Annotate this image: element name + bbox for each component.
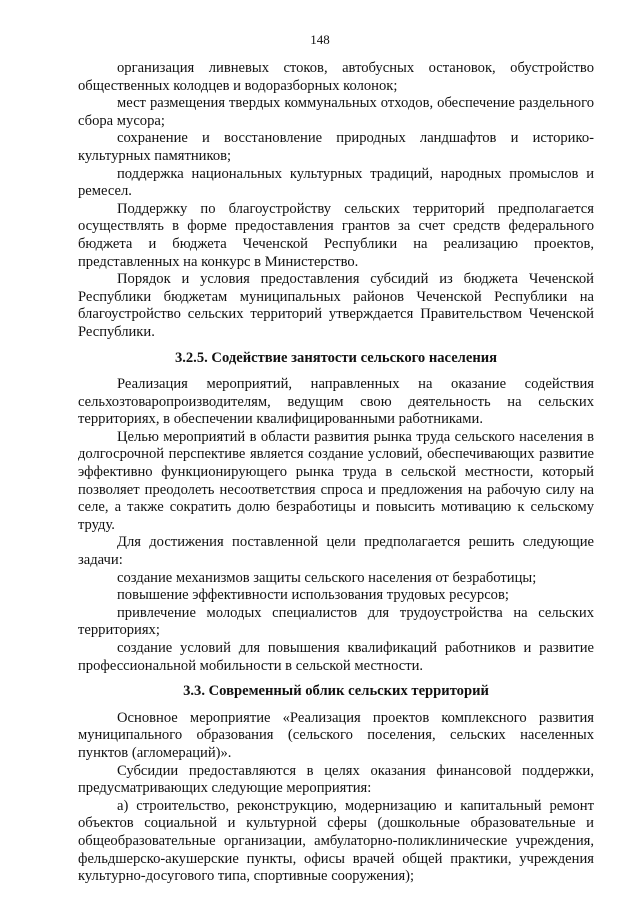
paragraph: Поддержку по благоустройству сельских территорий предполагается осуществлять в форме предоставления грантов за счет средств федерального бюджета и бюджета Чеченской Республики на реализацию проектов, представленных на конкурс в Министерство. — [78, 200, 594, 270]
paragraph: мест размещения твердых коммунальных отходов, обеспечение раздельного сбора мусора; — [78, 95, 594, 129]
paragraph: а) строительство, реконструкцию, модернизацию и капитальный ремонт объектов социальной и культурной сферы (дошкольные образовательные и общеобразовательные организации, амбулаторно-поликлинические учреждения, фельдшерско-акушерские пункты, офисы врачей общей практики, учреждения культурно-досугового типа, спортивные сооружения); — [78, 797, 594, 885]
paragraph: поддержка национальных культурных традиций, народных промыслов и ремесел. — [78, 165, 594, 200]
paragraph: создание условий для повышения квалификаций работников и развитие профессиональной мобильности в сельской местности. — [78, 640, 594, 674]
body-text — [78, 60, 594, 886]
paragraph: Субсидии предоставляются в целях оказания финансовой поддержки, предусматривающих следующие мероприятия: — [78, 762, 594, 797]
section-heading: 3.2.5. Содействие занятости сельского населения — [174, 349, 498, 366]
page-number: 148 — [310, 32, 330, 47]
paragraph: Для достижения поставленной цели предполагается решить следующие задачи: — [78, 534, 594, 569]
paragraph: Реализация мероприятий, направленных на оказание содействия сельхозтоваропроизводителям, ведущим свою деятельность на сельских территориях, в обеспечении квалифицированными работниками. — [78, 376, 594, 428]
paragraph: Целью мероприятий в области развития рынка труда сельского населения в долгосрочной перспективе является создание условий, обеспечивающих развитие эффективно функционирующего рынка труда в сельской местности, который позволяет преодолеть несоответствия спроса и предложения на рабочую силу на селе, а также сократить долю безработицы и повысить мотивацию к сельскому труду. — [78, 428, 594, 533]
paragraph: Порядок и условия предоставления субсидий из бюджета Чеченской Республики бюджетам муниципальных районов Чеченской Республики на благоустройство сельских территорий утверждается Правительством Чеченской Республики. — [78, 271, 594, 340]
paragraph: привлечение молодых специалистов для трудоустройства на сельских территориях; — [78, 604, 594, 639]
paragraph: Основное мероприятие «Реализация проектов комплексного развития муниципального образования (сельского поселения, сельских населенных пунктов (агломераций)». — [78, 709, 594, 761]
paragraph: повышение эффективности использования трудовых ресурсов; — [117, 587, 509, 604]
paragraph: организация ливневых стоков, автобусных остановок, обустройство общественных колодцев и водоразборных колонок; — [78, 60, 594, 94]
paragraph: создание механизмов защиты сельского населения от безработицы; — [117, 569, 537, 586]
section-heading: 3.3. Современный облик сельских территорий — [183, 683, 489, 700]
paragraph: сохранение и восстановление природных ландшафтов и историко-культурных памятников; — [78, 130, 594, 164]
